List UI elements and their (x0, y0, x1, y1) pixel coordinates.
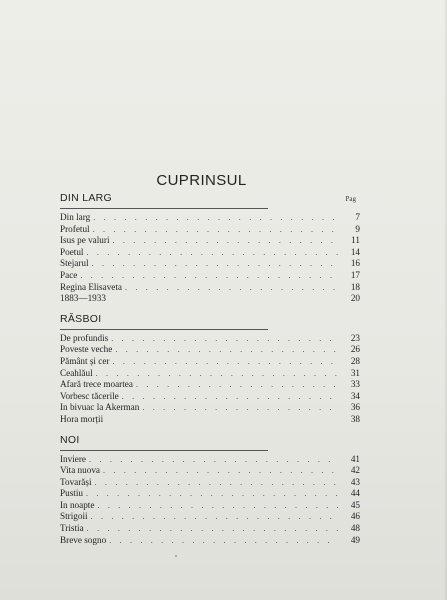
dot-leader (100, 465, 338, 477)
dot-leader (92, 477, 338, 489)
entry-title: Tovarăși (60, 476, 92, 487)
page-title: CUPRINSUL (156, 172, 247, 189)
toc-entry (60, 402, 360, 414)
entry-title: Tristia (60, 523, 84, 534)
section-gap (60, 426, 360, 434)
section-title: RĂSBOI (60, 312, 102, 325)
entry-page-number: 9 (355, 223, 360, 234)
dot-leader (93, 368, 338, 380)
dot-leader (77, 270, 338, 282)
entry-title: Breve sogno (60, 534, 107, 545)
toc-entry (60, 535, 360, 547)
entry-page-number: 23 (350, 332, 360, 343)
toc-entry (60, 414, 360, 426)
toc-entry (60, 235, 360, 247)
section-header (60, 434, 360, 449)
dot-leader (90, 212, 338, 224)
entry-page-number: 16 (350, 258, 360, 269)
dot-leader (108, 333, 338, 345)
section-gap (60, 305, 360, 313)
entry-page-number: 7 (355, 212, 360, 222)
entry-page-number: 48 (350, 523, 360, 534)
entry-title: Vita nuova (60, 465, 101, 476)
dot-leader (110, 235, 339, 247)
entry-title: De profundis (60, 332, 109, 343)
entry-title: Afară trece moartea (60, 379, 133, 390)
entry-page-number: 11 (351, 235, 360, 246)
toc-entry (60, 511, 360, 523)
dot-leader (83, 247, 338, 259)
entry-title: 1883—1933 (60, 293, 106, 304)
dot-leader (89, 258, 338, 270)
toc-entry (60, 454, 360, 466)
toc-entry (60, 212, 360, 224)
entry-title: Ceahlăul (60, 367, 93, 378)
toc-entry (60, 333, 360, 345)
toc-entry (60, 270, 360, 282)
entry-page-number: 34 (350, 390, 360, 401)
toc-entry (60, 391, 360, 403)
dot-leader (86, 454, 338, 466)
dot-leader (133, 379, 338, 391)
paper-speck (175, 555, 177, 557)
entry-title: Pământ și cer (60, 355, 110, 366)
toc-section-noi (60, 434, 360, 547)
entry-title: Vorbesc tăcerile (60, 390, 119, 401)
toc-entry (60, 465, 360, 477)
section-rule (60, 329, 268, 330)
entry-title: Poveste veche (60, 344, 113, 355)
entry-page-number: 45 (350, 499, 360, 510)
toc-entry (60, 247, 360, 259)
entry-page-number: 17 (350, 269, 360, 280)
entry-title: Isus pe valuri (60, 235, 110, 246)
toc-entry (60, 258, 360, 270)
section-title: DIN LARG (60, 192, 112, 204)
toc-section-rasboi (60, 313, 360, 426)
entry-page-number: 20 (350, 293, 360, 304)
entry-page-number: 43 (350, 476, 360, 487)
entry-title: Din larg (60, 212, 91, 222)
entry-title: Stejarul (60, 258, 89, 269)
toc-section-din-larg (60, 192, 360, 305)
dot-leader (83, 488, 338, 500)
entry-page-number: 18 (350, 281, 360, 292)
dot-leader (119, 391, 338, 403)
entry-page-number: 38 (350, 413, 360, 424)
entry-page-number: 41 (350, 453, 360, 464)
page-column-label: Pag (345, 195, 356, 203)
dot-leader (94, 500, 338, 512)
table-of-contents (60, 192, 360, 546)
dot-leader (106, 535, 338, 547)
toc-entry (60, 293, 360, 305)
dot-leader (90, 224, 338, 236)
entry-page-number: 36 (350, 402, 360, 413)
toc-entry (60, 500, 360, 512)
entry-title: Inviere (60, 453, 87, 464)
entry-page-number: 44 (350, 488, 360, 499)
section-header (60, 313, 360, 328)
dot-leader (112, 344, 338, 356)
entry-title: Hora morții (60, 413, 104, 424)
entry-title: Pace (60, 269, 78, 280)
section-title: NOI (60, 433, 80, 446)
section-rule (60, 450, 268, 451)
toc-entry (60, 224, 360, 236)
dot-leader (139, 402, 338, 414)
entry-title: Pustiu (60, 488, 83, 499)
entry-page-number: 14 (350, 246, 360, 257)
entry-page-number: 31 (350, 367, 360, 378)
entry-page-number: 26 (350, 344, 360, 355)
entry-title: Regina Elisaveta (60, 281, 122, 292)
toc-entry (60, 344, 360, 356)
dot-leader (88, 511, 338, 523)
toc-entry (60, 488, 360, 500)
section-header (60, 192, 360, 207)
toc-entry (60, 477, 360, 489)
entry-page-number: 49 (350, 534, 360, 545)
section-rule (60, 208, 268, 209)
toc-entry (60, 379, 360, 391)
entry-title: Strigoii (60, 511, 88, 522)
dot-leader (110, 356, 339, 368)
entry-title: In noapte (60, 499, 95, 510)
entry-title: In bivuac la Akerman (60, 402, 140, 413)
toc-entry (60, 356, 360, 368)
entry-page-number: 33 (350, 379, 360, 390)
entry-title: Profetul (60, 223, 90, 234)
toc-entry (60, 368, 360, 380)
entry-page-number: 42 (350, 465, 360, 476)
toc-entry (60, 523, 360, 535)
entry-title: Poetul (60, 246, 84, 257)
dot-leader (84, 523, 338, 535)
entry-page-number: 46 (350, 511, 360, 522)
dot-leader (122, 282, 338, 294)
toc-entry (60, 282, 360, 294)
entry-page-number: 28 (350, 355, 360, 366)
